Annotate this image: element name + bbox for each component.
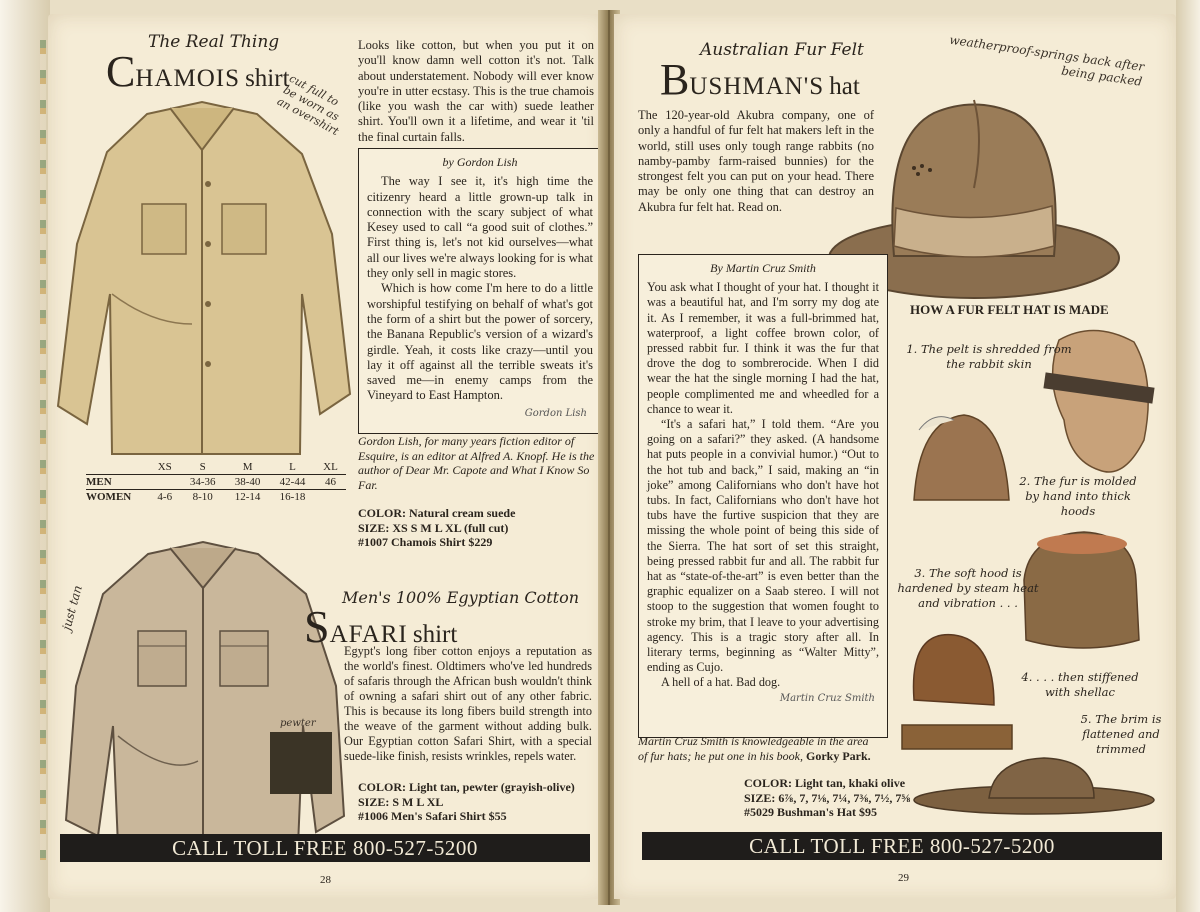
size-cell: 34-36 bbox=[189, 476, 216, 488]
lish-essay-box bbox=[358, 148, 602, 434]
hat-order-info bbox=[744, 776, 1004, 820]
size-cell: 16-18 bbox=[279, 491, 306, 503]
size-header: XS bbox=[157, 461, 172, 473]
step-3: 3. The soft hood is hardened by steam heat and vibration . . . bbox=[897, 566, 1039, 610]
step-2: 2. The fur is molded by hand into thick hoods bbox=[1019, 474, 1137, 518]
chamois-color: COLOR: Natural cream suede bbox=[358, 506, 516, 520]
safari-size: SIZE: S M L XL bbox=[358, 794, 444, 809]
chamois-size-table bbox=[86, 460, 346, 504]
page-number-left: 28 bbox=[320, 874, 331, 886]
smith-essay-p2: “It's a safari hat,” I told them. “Are you going on a safari?” they asked. (A handsome hat puts people in a convivial humor.) “Out to the hot tub and back,” I said, making an “in joke” among Californians who don't have hot tubs. In fact, Californians who don't have hot tubs have the furtive suspicion that they are missing the whole point of being this side of the Sierra. The hat sort of set this straight, being pressed rabbit fur and all. The rabbit fur hat as “state-of-the-art” is even better than the graphic equalizer on a Saab stereo. I will not stoop to the suggestion that women fought to stroke my brim, that I leave to your advertising agency. This is a tragic story after all. In literary terms, beginning as “Walter Mitty”, ending as Cujo. bbox=[647, 417, 879, 675]
safari-body: Egypt's long fiber cotton enjoys a reputation as the world's finest. Oldtimers who've led hundreds of safaris through the African bush wouldn't think of owning a safari shirt out of any other fabric. This is because its long fibers build strength into the weave of the garment without adding bulk. Our Egyptian cotton Safari Shirt, with a special suede-like finish, resists wrinkles, repels water. bbox=[344, 644, 592, 763]
how-made-heading: HOW A FUR FELT HAT IS MADE bbox=[910, 302, 1109, 317]
size-row-label: WOMEN bbox=[86, 491, 132, 503]
size-header: S bbox=[199, 461, 206, 473]
hat-title-cap: B bbox=[660, 55, 690, 104]
safari-order-info bbox=[358, 780, 578, 824]
smith-essay-p1: You ask what I thought of your hat. I thought it was a beautiful hat, and I'm sorry my dog ate it. As I remember, it was a full-brimmed hat, waterproof, a light coffee brown color, of pressed rabbit fur. I think it was the fur that drove the dog to sombrerocide. When I did wear the hat the single morning I had the hat, people complimented me and wheedled for a chance to wear it. bbox=[647, 280, 879, 416]
lish-byline: by Gordon Lish bbox=[442, 155, 518, 169]
smith-book: Gorky Park. bbox=[806, 748, 871, 763]
left-page bbox=[48, 14, 606, 899]
size-cell bbox=[315, 490, 346, 505]
size-cell: 42-44 bbox=[279, 476, 306, 488]
smith-essay-p3: A hell of a hat. Bad dog. bbox=[661, 675, 781, 690]
pewter-swatch bbox=[270, 732, 332, 794]
safari-subtitle: Men's 100% Egyptian Cotton bbox=[342, 588, 580, 607]
safari-item: #1006 Men's Safari Shirt $55 bbox=[358, 809, 507, 823]
hat-color: COLOR: Light tan, khaki olive bbox=[744, 776, 906, 790]
size-cell bbox=[149, 475, 180, 490]
size-table-row bbox=[86, 490, 346, 505]
chamois-subtitle: The Real Thing bbox=[148, 32, 280, 52]
size-cell: 46 bbox=[324, 476, 336, 488]
safari-color: COLOR: Light tan, pewter (grayish-olive) bbox=[358, 780, 575, 794]
step-5: 5. The brim is flattened and trimmed bbox=[1080, 712, 1162, 756]
size-header: L bbox=[289, 461, 296, 473]
right-page bbox=[614, 14, 1176, 899]
size-cell: 8-10 bbox=[192, 491, 213, 503]
size-table-header bbox=[86, 460, 346, 475]
hat-subtitle: Australian Fur Felt bbox=[700, 40, 864, 60]
safari-title-word: shirt bbox=[412, 621, 458, 648]
size-row-label: MEN bbox=[86, 476, 112, 488]
safari-title-cap: S bbox=[304, 601, 330, 652]
chamois-title-cap: C bbox=[106, 47, 136, 96]
size-cell: 12-14 bbox=[234, 491, 261, 503]
hat-item: #5029 Bushman's Hat $95 bbox=[744, 805, 878, 819]
chamois-shirt-illustration bbox=[52, 94, 352, 464]
pewter-swatch-label: pewter bbox=[280, 718, 316, 729]
chamois-handnote: cut full to be worn as an overshirt bbox=[274, 71, 342, 139]
step-1: 1. The pelt is shredded from the rabbit skin bbox=[906, 342, 1072, 371]
hat-handnote: weatherproof-springs back after being packed bbox=[948, 32, 1146, 89]
right-book-edge bbox=[1176, 0, 1200, 912]
lish-bio: Gordon Lish, for many years fiction editor of Esquire, is an editor at Alfred A. Knopf. He is the author of Dear Mr. Capote and What I Know So Far. bbox=[358, 434, 595, 492]
smith-byline: By Martin Cruz Smith bbox=[710, 261, 816, 275]
lish-essay-p1: The way I see it, it's high time the citizenry heard a little grown-up talk in connection with the scary subject of what Kesey used to call “a good suit of clothes.” First thing is, let's not kid ourselves—what all our lives we're always looking for is what they only sell in magic stores. bbox=[367, 174, 593, 281]
chamois-intro: Looks like cotton, but when you put it on you'll know damn well cotton it's not. Talk about understatement. Nobody will ever know you're in utter ecstasy. This is the true chamois (like you wash the car with) suede leather shirt. You'll own it a lifetime, and wear it 'til the final curtain falls. bbox=[358, 38, 594, 144]
hat-intro: The 120-year-old Akubra company, one of only a handful of fur felt hat makers left in the world, still uses only tough range rabbits (no namby-pamby farm-raised bunnies) for the strongest felt you can put on your head. There may be only one thing that can destroy an Akubra fur felt hat. Read on. bbox=[638, 108, 874, 214]
size-header: M bbox=[242, 461, 253, 473]
lish-signature: Gordon Lish bbox=[524, 407, 587, 419]
toll-free-bar-left: CALL TOLL FREE 800-527-5200 bbox=[60, 834, 590, 862]
chamois-order-info bbox=[358, 506, 598, 550]
toll-free-bar-right: CALL TOLL FREE 800-527-5200 bbox=[642, 832, 1162, 860]
chamois-size: SIZE: XS S M L XL (full cut) bbox=[358, 520, 509, 535]
chamois-title-word: shirt bbox=[245, 65, 290, 92]
hat-title-rest: USHMAN'S bbox=[689, 73, 825, 100]
chamois-item: #1007 Chamois Shirt $229 bbox=[358, 535, 493, 549]
smith-signature: Martin Cruz Smith bbox=[779, 692, 875, 704]
safari-title-rest: AFARI bbox=[329, 621, 408, 648]
size-cell: 4-6 bbox=[157, 491, 173, 503]
size-cell: 38-40 bbox=[234, 476, 261, 488]
hat-size: SIZE: 6⅞, 7, 7⅛, 7¼, 7⅜, 7½, 7⅝ bbox=[744, 790, 911, 805]
page-edge-stripes bbox=[40, 40, 46, 860]
smith-essay-box bbox=[638, 254, 888, 738]
safari-shirt-illustration bbox=[58, 536, 348, 846]
size-table-row bbox=[86, 475, 346, 490]
safari-handnote: just tan bbox=[59, 583, 85, 632]
smith-bio-block bbox=[638, 734, 878, 763]
chamois-title bbox=[106, 46, 290, 97]
chamois-title-rest: HAMOIS bbox=[135, 65, 240, 92]
size-header: XL bbox=[323, 461, 338, 473]
lish-essay-p2: Which is how come I'm here to do a little worshipful testifying on behalf of what's got the form of a shirt but the power of sorcery, the Banana Republic's version of a wizard's girdle. Yeah, it costs like crazy—until you lay it off against all the terrible sweats it's saved me—in enemy camps from the Vineyard to East Hampton. bbox=[367, 281, 593, 403]
page-number-right: 29 bbox=[898, 872, 909, 884]
hat-title-word: hat bbox=[829, 73, 860, 100]
smith-bio: Martin Cruz Smith is knowledgeable in the area of fur hats; he put one in his book, bbox=[638, 734, 869, 763]
step-4: 4. . . . then stiffened with shellac bbox=[1021, 670, 1139, 699]
